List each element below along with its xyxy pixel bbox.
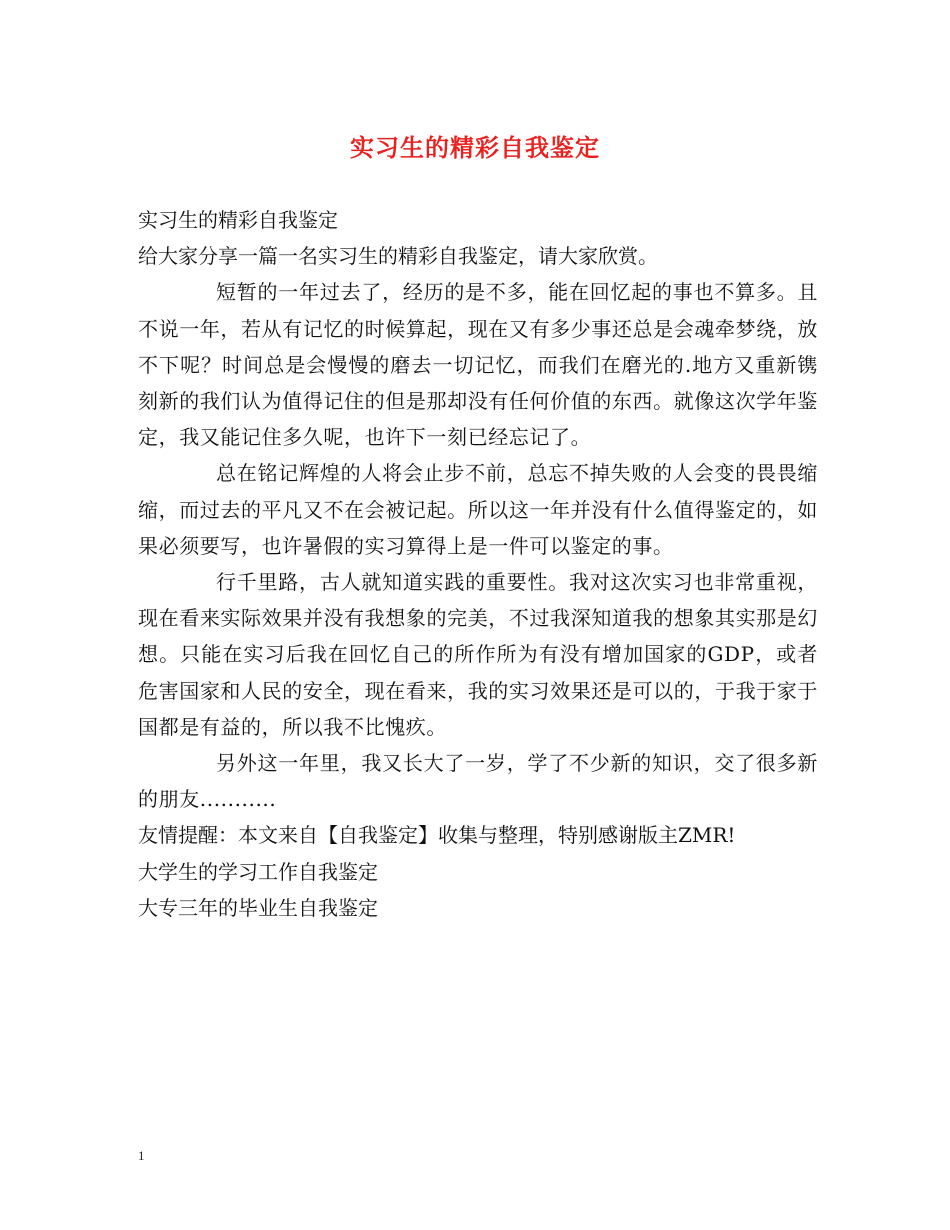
paragraph-3: 行千里路，古人就知道实践的重要性。我对这次实习也非常重视，现在看来实际效果并没有我想象的完美，不过我深知道我的想象其实那是幻想。只能在实习后我在回忆自己的所作所为有没有增加国家的GDP，或者危害国家和人民的安全，现在看来，我的实习效果还是可以的，于我于家于国都是有益的，所以我不比愧疚。 xyxy=(138,570,818,739)
page-number: 1 xyxy=(138,1148,145,1163)
paragraph-2: 总在铭记辉煌的人将会止步不前，总忘不掉失败的人会变的畏畏缩缩，而过去的平凡又不在会被记起。所以这一年并没有什么值得鉴定的，如果必须要写，也许暑假的实习算得上是一件可以鉴定的事。 xyxy=(138,461,818,558)
page-title: 实习生的精彩自我鉴定 xyxy=(350,133,600,162)
intro-line: 给大家分享一篇一名实习生的精彩自我鉴定，请大家欣赏。 xyxy=(138,244,658,269)
reminder-line: 友情提醒：本文来自【自我鉴定】收集与整理，特别感谢版主ZMR! xyxy=(138,823,736,848)
related-link-1[interactable]: 大学生的学习工作自我鉴定 xyxy=(138,859,378,884)
paragraph-1: 短暂的一年过去了，经历的是不多，能在回忆起的事也不算多。且不说一年，若从有记忆的时候算起，现在又有多少事还总是会魂牵梦绕，放不下呢？时间总是会慢慢的磨去一切记忆，而我们在磨光的.地方又重新镌刻新的我们认为值得记住的但是那却没有任何价值的东西。就像这次学年鉴定，我又能记住多久呢，也许下一刻已经忘记了。 xyxy=(138,280,818,450)
related-link-2[interactable]: 大专三年的毕业生自我鉴定 xyxy=(138,895,378,920)
document-subtitle: 实习生的精彩自我鉴定 xyxy=(138,208,338,232)
paragraph-4: 另外这一年里，我又长大了一岁，学了不少新的知识，交了很多新的朋友........... xyxy=(138,751,818,812)
document-body xyxy=(138,202,818,926)
